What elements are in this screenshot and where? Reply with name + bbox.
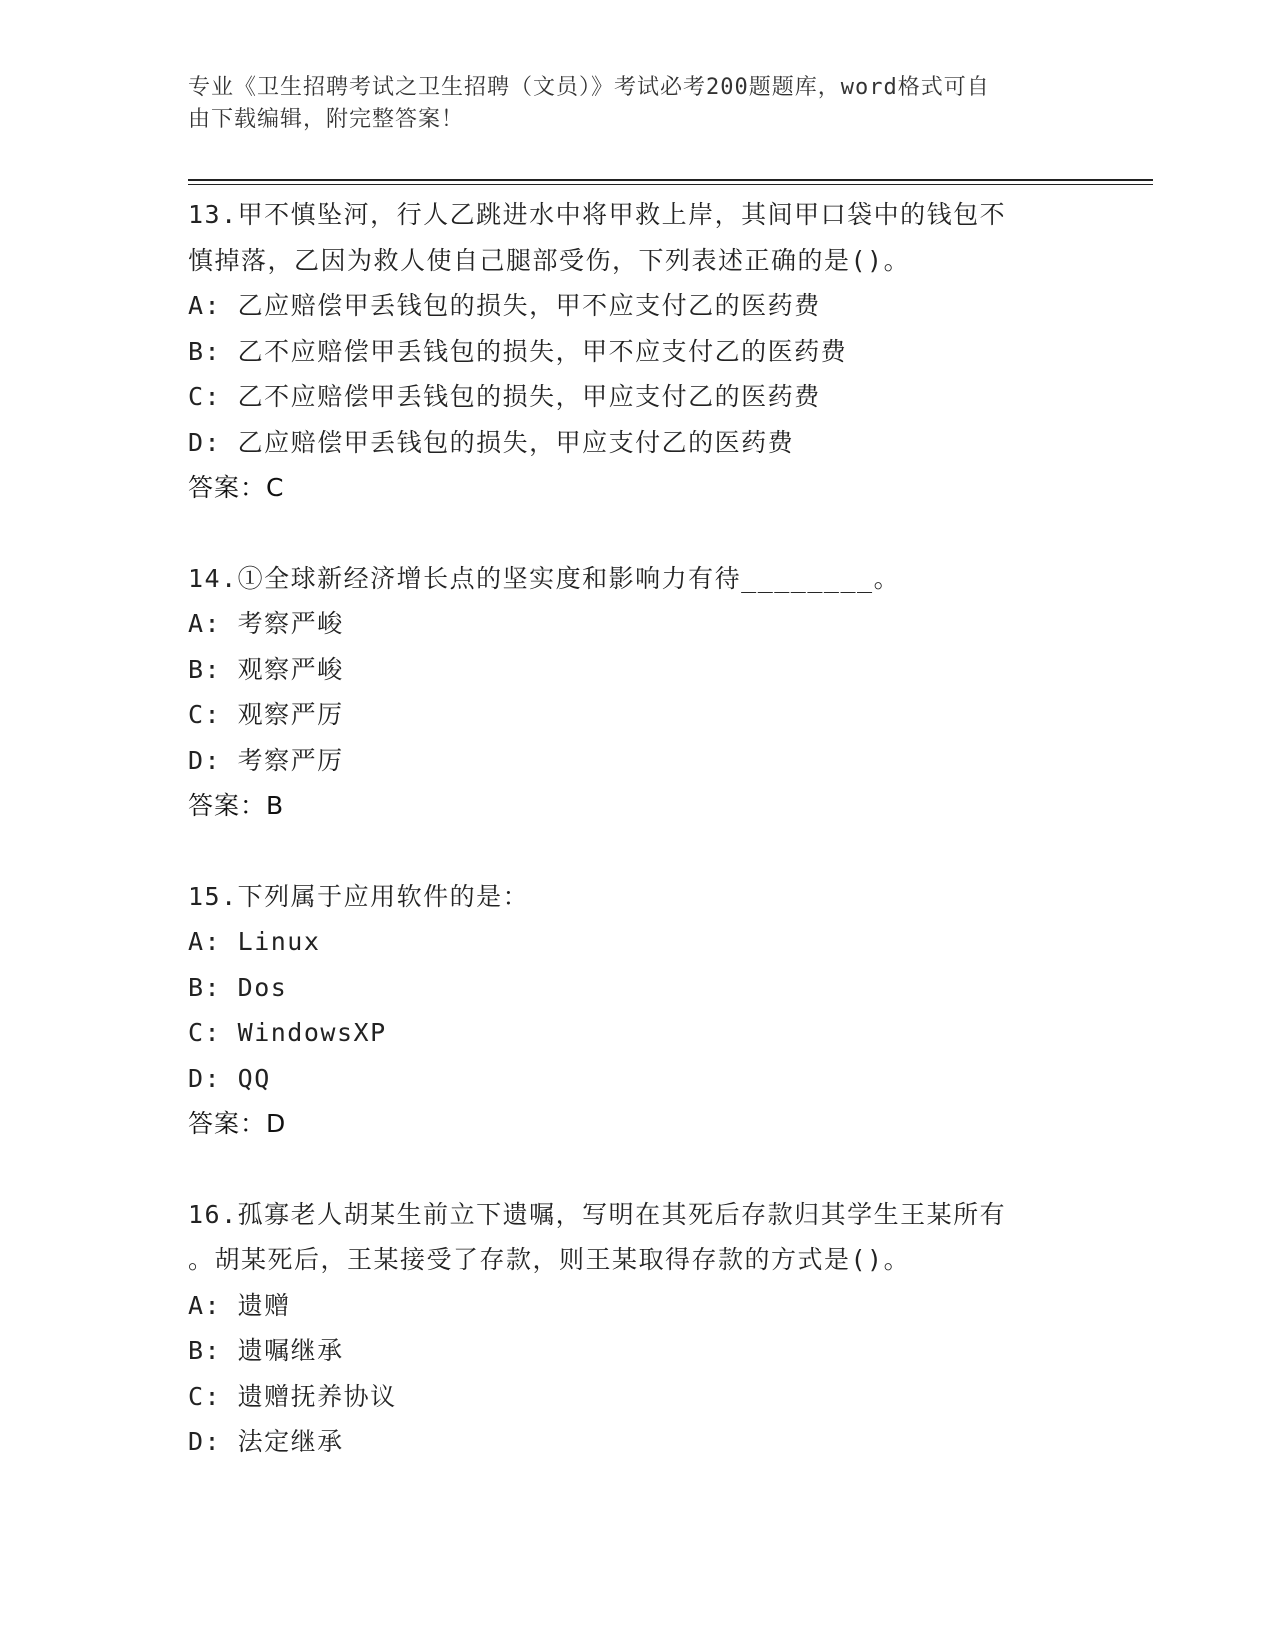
option-c: C: 观察严厉 [188,700,344,729]
question-text-line: 慎掉落，乙因为救人使自己腿部受伤，下列表述正确的是()。 [188,245,911,275]
question-text-line: 13.甲不慎坠河，行人乙跳进水中将甲救上岸，其间甲口袋中的钱包不 [188,200,1007,229]
option-c: C: WindowsXP [188,1018,387,1047]
question-text-line: 16.孤寡老人胡某生前立下遗嘱，写明在其死后存款归其学生王某所有 [188,1199,1007,1229]
option-c: C: 乙不应赔偿甲丢钱包的损失，甲应支付乙的医药费 [188,382,821,411]
option-b: B: 遗嘱继承 [188,1336,344,1365]
question-16 [188,1192,1088,1465]
option-b: B: Dos [188,972,288,1002]
question-15 [188,874,1088,1147]
question-text-line: 。胡某死后，王某接受了存款，则王某取得存款的方式是()。 [188,1245,911,1274]
header-divider-thin [188,184,1153,185]
answer: 答案：D [188,1109,287,1138]
spacer [188,511,1088,556]
option-d: D: 考察严厉 [188,745,344,775]
question-text-line: 14.①全球新经济增长点的坚实度和影响力有待________。 [188,563,901,593]
spacer [188,829,1088,874]
option-d: D: 法定继承 [188,1427,344,1456]
header-line-1: 专业《卫生招聘考试之卫生招聘（文员）》考试必考200题题库，word格式可自 [188,75,990,100]
header-line-2: 由下载编辑，附完整答案！ [188,107,465,132]
document-header [188,72,1068,136]
option-b: B: 乙不应赔偿甲丢钱包的损失，甲不应支付乙的医药费 [188,336,848,366]
option-b: B: 观察严峻 [188,654,344,684]
option-d: D: QQ [188,1063,271,1093]
question-14 [188,556,1088,829]
option-d: D: 乙应赔偿甲丢钱包的损失，甲应支付乙的医药费 [188,427,795,457]
option-a: A: Linux [188,927,321,956]
answer: 答案：B [188,791,285,820]
option-a: A: 乙应赔偿甲丢钱包的损失，甲不应支付乙的医药费 [188,291,821,320]
option-a: A: 遗赠 [188,1290,291,1320]
header-divider-thick [188,179,1153,181]
option-c: C: 遗赠抚养协议 [188,1381,397,1411]
question-list [188,192,1088,1465]
answer: 答案：C [188,473,285,502]
spacer [188,1147,1088,1192]
question-13 [188,192,1088,511]
option-a: A: 考察严峻 [188,609,344,638]
question-text-line: 15.下列属于应用软件的是： [188,881,530,911]
